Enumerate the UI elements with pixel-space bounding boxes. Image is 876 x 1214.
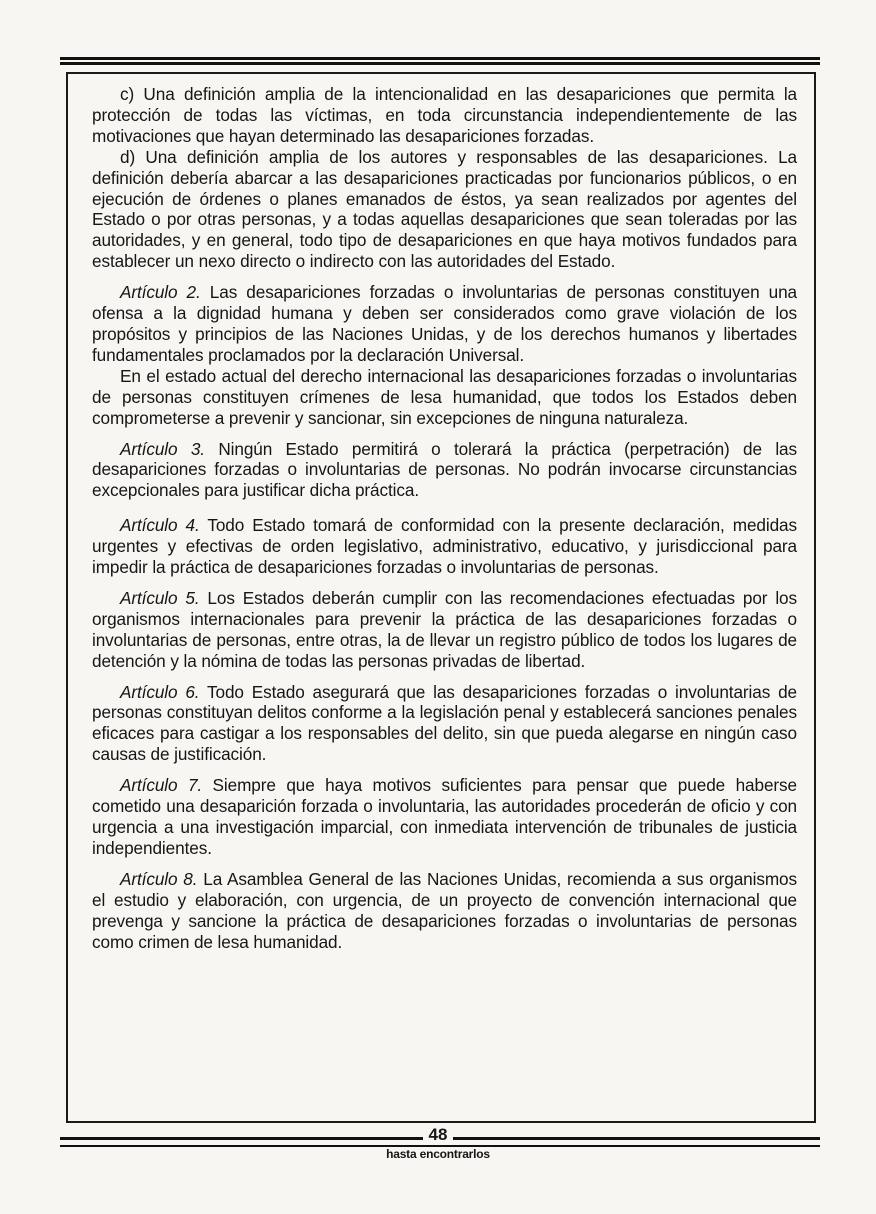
paragraph-text: En el estado actual del derecho internacional las desapariciones forzadas o involuntarias de personas constituyen crímenes de lesa humanidad, que todos los Estados deben comprometerse a prevenir y sancionar, sin excepciones de ninguna naturaleza. — [92, 365, 797, 428]
article-5 — [92, 588, 797, 672]
paragraph-d — [92, 147, 797, 272]
article-text: Ningún Estado permitirá o tolerará la práctica (perpetración) de las desapariciones forzadas o involuntarias de personas. No podrán invocarse circunstancias excepcionales para justificar dicha práctica. — [92, 438, 797, 501]
page-number-text: 48 — [423, 1125, 454, 1144]
top-rule — [60, 57, 820, 60]
article-label: Artículo 7. — [120, 775, 203, 796]
article-label: Artículo 3. — [120, 438, 205, 459]
article-text: Los Estados deberán cumplir con las recomendaciones efectuadas por los organismos internacionales para prevenir la práctica de las desapariciones forzadas o involuntarias de personas, entre otras, la de llevar un registro público de todos los lugares de detención y la nómina de todas las personas privadas de libertad. — [92, 587, 797, 671]
article-text: Todo Estado tomará de conformidad con la presente declaración, medidas urgentes y efectivas de orden legislativo, administrativo, educativo, y jurisdiccional para impedir la práctica de desapariciones forzadas o involuntarias de personas. — [92, 515, 797, 578]
article-3 — [92, 439, 797, 502]
paragraph-text: d) Una definición amplia de los autores y responsables de las desapariciones. La definición debería abarcar a las desapariciones practicadas por funcionarios públicos, o en ejecución de órdenes o planes emanados de éstos, ya sean realizados por agentes del Estado o por otras personas, y a todas aquellas desapariciones que sean toleradas por las autoridades, y en general, todo tipo de desapariciones en que haya motivos fundados para establecer un nexo directo o indirecto con las autoridades del Estado. — [92, 146, 797, 272]
page-number — [0, 1125, 876, 1145]
article-7 — [92, 775, 797, 859]
article-label: Artículo 8. — [120, 868, 198, 889]
article-8 — [92, 869, 797, 953]
article-2-continued — [92, 366, 797, 429]
article-text: Siempre que haya motivos suficientes para pensar que puede haberse cometido una desaparición forzada o involuntaria, las autoridades procederán de oficio y con urgencia a una investigación imparcial, con inmediata intervención de tribunales de justicia independientes. — [92, 775, 797, 858]
article-text: Las desapariciones forzadas o involuntarias de personas constituyen una ofensa a la dignidad humana y deben ser considerados como grave violación de los propósitos y principios de las Naciones Unidas, y de los derechos humanos y libertades fundamentales proclamados por la declaración Universal. — [92, 282, 797, 365]
article-label: Artículo 4. — [120, 515, 200, 536]
article-4 — [92, 515, 797, 578]
article-label: Artículo 5. — [120, 587, 200, 608]
publication-title: hasta encontrarlos — [386, 1147, 490, 1161]
article-label: Artículo 6. — [120, 681, 200, 702]
article-text: Todo Estado asegurará que las desapariciones forzadas o involuntarias de personas constituyan delitos conforme a la legislación penal y establecerá sanciones penales eficaces para castigar a los responsables del delito, sin que pueda alegarse en ningún caso causas de justificación. — [92, 681, 797, 765]
article-2 — [92, 282, 797, 366]
article-text: La Asamblea General de las Naciones Unidas, recomienda a sus organismos el estudio y elaboración, con urgencia, de un proyecto de convención internacional que prevenga y sancione la práctica de desapariciones forzadas o involuntarias de personas como crimen de lesa humanidad. — [92, 868, 797, 952]
paragraph-c — [92, 84, 797, 147]
paragraph-text: c) Una definición amplia de la intencionalidad en las desapariciones que permita la protección de todas las víctimas, en toda circunstancia independientemente de las motivaciones que hayan determinado las desapariciones forzadas. — [92, 84, 797, 146]
article-label: Artículo 2. — [120, 282, 201, 303]
article-6 — [92, 682, 797, 766]
document-body — [92, 84, 797, 952]
